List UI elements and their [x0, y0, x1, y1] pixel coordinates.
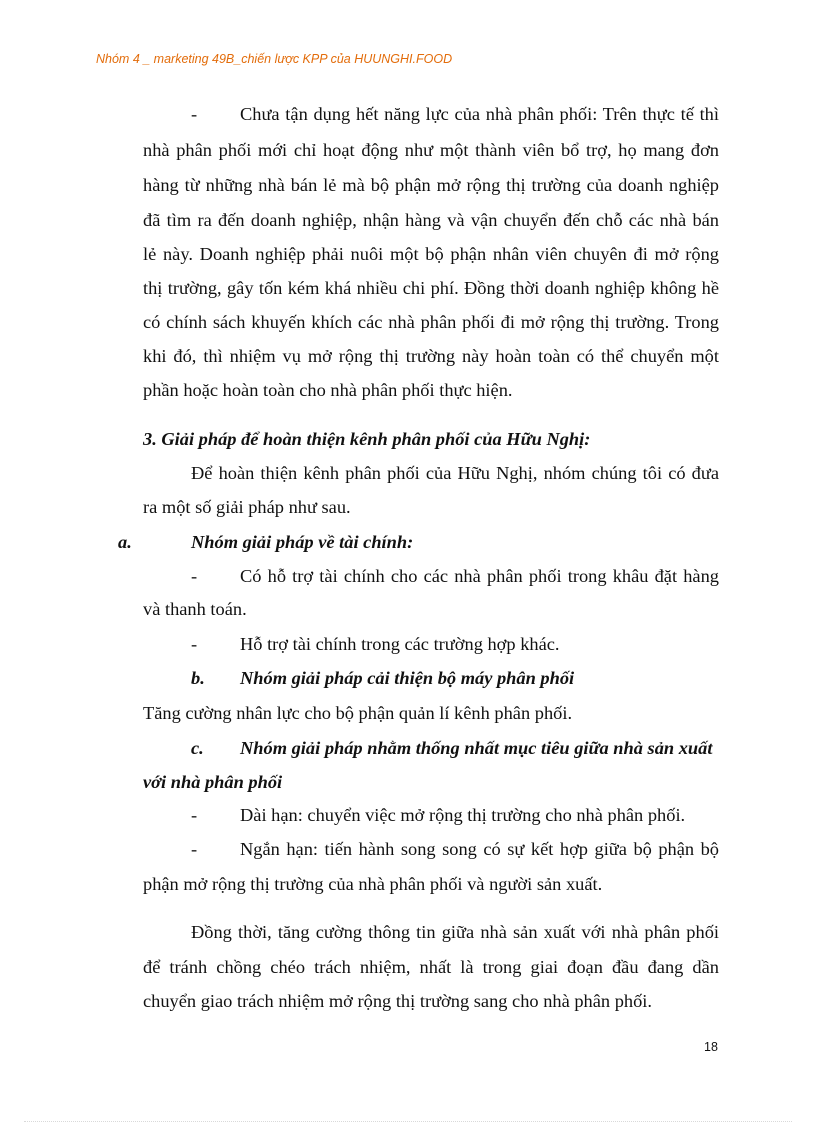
group-a-letter: a. [118, 532, 132, 552]
section-heading: 3. Giải pháp để hoàn thiện kênh phân phối của Hữu Nghị: [143, 429, 591, 449]
paragraph-line: có chính sách khuyến khích các nhà phân phối đi mở rộng thị trường. Trong [143, 312, 719, 332]
paragraph-line: để tránh chồng chéo trách nhiệm, nhất là trong giai đoạn đầu đang dần [143, 957, 719, 977]
paragraph-line: Tăng cường nhân lực cho bộ phận quản lí kênh phân phối. [143, 703, 573, 723]
paragraph-line: lẻ này. Doanh nghiệp phải nuôi một bộ phận nhân viên chuyên đi mở rộng [143, 244, 719, 264]
paragraph-line: Có hỗ trợ tài chính cho các nhà phân phối trong khâu đặt hàng [240, 566, 719, 586]
paragraph-line: ra một số giải pháp như sau. [143, 497, 351, 517]
bullet-dash: - [191, 104, 198, 124]
paragraph-line: chuyển giao trách nhiệm mở rộng thị trường sang cho nhà phân phối. [143, 991, 652, 1011]
bullet-dash: - [191, 566, 198, 586]
paragraph-line: hàng từ những nhà bán lẻ mà bộ phận mở rộng thị trường của doanh nghiệp [143, 175, 719, 195]
bullet-dash: - [191, 634, 198, 654]
paragraph-line: nhà phân phối mới chỉ hoạt động như một thành viên bổ trợ, họ mang đơn [143, 140, 719, 160]
paragraph-line: Đồng thời, tăng cường thông tin giữa nhà sản xuất với nhà phân phối [191, 922, 719, 942]
paragraph-line: Ngắn hạn: tiến hành song song có sự kết hợp giữa bộ phận bộ [240, 839, 719, 859]
paragraph-line: Chưa tận dụng hết năng lực của nhà phân phối: Trên thực tế thì [240, 104, 719, 124]
bullet-dash: - [191, 805, 198, 825]
group-a-title: Nhóm giải pháp về tài chính: [191, 532, 414, 552]
footer-divider [24, 1121, 792, 1122]
group-c-title: Nhóm giải pháp nhằm thống nhất mục tiêu giữa nhà sản xuất [240, 738, 713, 758]
paragraph-line: Dài hạn: chuyển việc mở rộng thị trường cho nhà phân phối. [240, 805, 686, 825]
group-c-title-continued: với nhà phân phối [143, 772, 283, 792]
page-number: 18 [704, 1040, 718, 1054]
paragraph-line: và thanh toán. [143, 599, 247, 619]
running-header: Nhóm 4 _ marketing 49B_chiến lược KPP của HUUNGHI.FOOD [96, 52, 453, 66]
group-b-letter: b. [191, 668, 205, 688]
paragraph-line: Hỗ trợ tài chính trong các trường hợp khác. [240, 634, 560, 654]
bullet-dash: - [191, 839, 198, 859]
group-c-letter: c. [191, 738, 204, 758]
paragraph-line: Để hoàn thiện kênh phân phối của Hữu Nghị, nhóm chúng tôi có đưa [191, 463, 719, 483]
paragraph-line: khi đó, thì nhiệm vụ mở rộng thị trường này hoàn toàn có thể chuyển một [143, 346, 719, 366]
paragraph-line: thị trường, gây tốn kém khá nhiều chi phí. Đồng thời doanh nghiệp không hề [143, 278, 719, 298]
group-b-title: Nhóm giải pháp cải thiện bộ máy phân phối [240, 668, 575, 688]
paragraph-line: phận mở rộng thị trường của nhà phân phối và người sản xuất. [143, 874, 603, 894]
paragraph-line: phần hoặc hoàn toàn cho nhà phân phối thực hiện. [143, 380, 513, 400]
paragraph-line: đã tìm ra đến doanh nghiệp, nhận hàng và vận chuyển đến chỗ các nhà bán [143, 210, 719, 230]
